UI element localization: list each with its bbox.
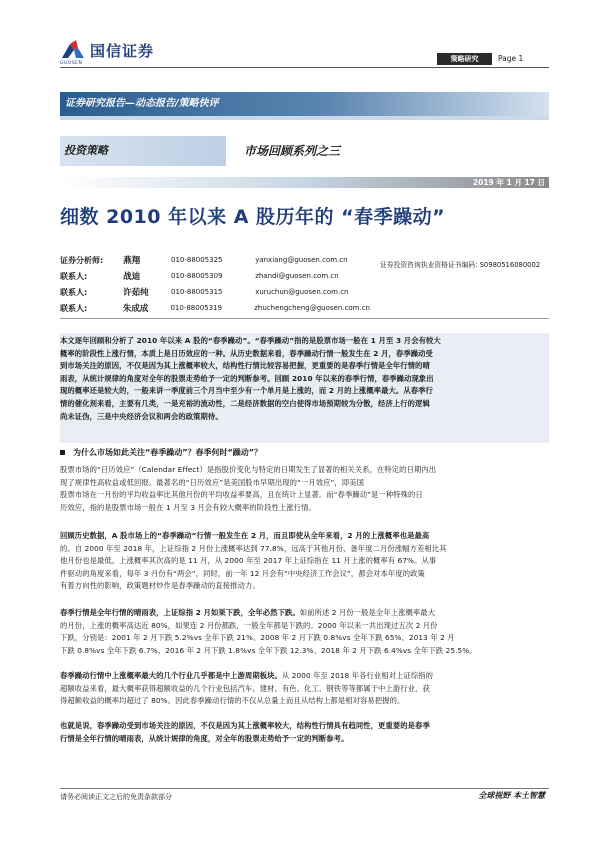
paragraph-barometer bbox=[60, 607, 549, 657]
analyst-role: 联系人: bbox=[60, 271, 88, 281]
header-divider bbox=[60, 67, 549, 68]
analyst-phone: 010-88005319 bbox=[170, 304, 222, 312]
section-badge: 策略研究 bbox=[437, 53, 492, 65]
page-number: Page 1 bbox=[498, 54, 524, 63]
analyst-name: 战迪 bbox=[123, 272, 141, 282]
paragraph-calendar-effect bbox=[60, 464, 549, 514]
section-heading-text: 为什么市场如此关注“春季躁动”？春季何时“躁动”？ bbox=[73, 448, 263, 457]
logo-en-text: GUOSEN bbox=[60, 61, 83, 66]
paragraph-line: 现了规律性高收益或低回报。最著名的“日历效应”是美国股市早期出现的“一月效应”，即美国 bbox=[60, 477, 364, 487]
paragraph-line: 的。自 2000 年至 2018 年，上证综指 2 月份上涨概率达到 77.8%，远高于其他月份，备年度二月份涨幅方差相比其 bbox=[60, 543, 447, 553]
analyst-list bbox=[60, 252, 370, 316]
analyst-email[interactable]: zhuchengcheng@guosen.com.cn bbox=[254, 304, 370, 312]
paragraph-lead: 春季行情是全年行情的晴雨表，上证综指 2 月如果下跌，全年必然下跌。 bbox=[60, 608, 300, 617]
analyst-row bbox=[60, 300, 370, 316]
abstract-line: 概率的阶段性上涨行情，本质上是日历效应的一种。从历史数据来看，春季躁动行情一般发生在 2 月，春季躁动受 bbox=[60, 348, 433, 358]
paragraph-industries bbox=[60, 670, 549, 708]
report-type: 证券研究报告—动态报告/策略快评 bbox=[65, 98, 219, 109]
analyst-phone: 010-88005315 bbox=[170, 288, 223, 296]
bullet-square-icon bbox=[60, 450, 65, 455]
paragraph-line: 也就是说，春季躁动受到市场关注的原因，不仅是因为其上涨概率较大，结构性行情具有趋同性，更重要的是春季 bbox=[60, 721, 430, 730]
analyst-row bbox=[60, 268, 370, 284]
analyst-email[interactable]: yanxiang@guosen.com.cn bbox=[255, 256, 348, 264]
abstract-line: 情的催化剂来看，主要有几类，一是充裕的流动性，二是经济数据的空白使得市场预期较为分散，经济上行的逻辑 bbox=[60, 398, 430, 408]
paragraph-line: 股票市场的“日历效应”（Calendar Effect）是指股价变化与特定的日期发生了显著的相关关系，在特定的日期内出 bbox=[60, 465, 437, 474]
paragraph-line: 历效应，指的是股票市场一般在 1 月至 3 月会有较大概率的阶段性上涨行情。 bbox=[60, 502, 316, 512]
logo-text: 国信证券 bbox=[90, 42, 155, 60]
analyst-email[interactable]: zhandi@guosen.com.cn bbox=[255, 272, 339, 280]
paragraph-line: 他月份也是最低。上涨概率其次高的是 11 月，从 2000 年至 2017 年上证综指在 11 月上涨的概率有 67%。从事 bbox=[60, 556, 437, 566]
abstract bbox=[60, 335, 549, 423]
disclaimer-note: 请务必阅读正文之后的免责条款部分 bbox=[60, 793, 172, 801]
analyst-phone: 010-88005325 bbox=[170, 256, 223, 264]
report-title: 细数 2010 年以来 A 股历年的 “春季躁动” bbox=[60, 206, 446, 228]
analyst-role: 联系人: bbox=[60, 287, 88, 297]
paragraph-line bbox=[60, 607, 549, 620]
report-date: 2019 年 1 月 17 日 bbox=[472, 178, 545, 187]
paragraph-line: 下跌，分别是：2001 年 2 月下跌 5.2%vs 全年下跌 21%、2008 年 2 月下跌 0.8%vs 全年下跌 65%、2013 年 2 月 bbox=[60, 633, 455, 643]
paragraph-lead-rest: 如前所述 2 月份一般是全年上涨概率最大 bbox=[299, 608, 436, 617]
paragraph-line: 超额收益来看，最大概率获得超额收益的几个行业包括汽车、建材、有色、化工、钢铁等等都属于中上游行业，获 bbox=[60, 683, 430, 693]
analyst-name: 许茹纯 bbox=[123, 288, 149, 298]
paragraph-line: 的月份，上涨的概率高达近 80%，如果连 2 月份都跌，一般全年都是下跌的。2000 年以来一共出现过五次 2 月份 bbox=[60, 620, 438, 630]
paragraph-lead: 春季躁动行情中上涨概率最大的几个行业几乎都是中上游周期板块。 bbox=[60, 671, 282, 680]
paragraph-line: 下跌 0.8%vs 全年下跌 6.7%、2016 年 2 月下跌 1.8%vs 全年下跌 12.3%、2018 年 2 月下跌 6.4%vs 全年下跌 25.5%。 bbox=[60, 645, 477, 655]
paragraph-lead-rest: 从 2000 年至 2018 年各行业相对上证综指的 bbox=[281, 671, 434, 680]
certificate-number: 证券投资咨询执业资格证书编码: S0980516080002 bbox=[380, 261, 541, 269]
paragraph-line: 件驱动的角度来看，每年 3 月份有“两会”，同时，前一年 12 月会有“中央经济工作会议”，都会对本年度的政策 bbox=[60, 568, 425, 578]
section-heading bbox=[60, 447, 262, 458]
abstract-line: 现的概率还是较大的，一般来讲一季度前三个月当中至少有一个单月是上涨的，而 2 月的上涨概率最大。从春季行 bbox=[60, 386, 433, 396]
analyst-role: 联系人: bbox=[60, 303, 88, 313]
analyst-email[interactable]: xuruchun@guosen.com.cn bbox=[255, 288, 349, 296]
analyst-divider bbox=[60, 318, 549, 319]
series-label: 市场回顾系列之三 bbox=[244, 144, 341, 158]
paragraph-line bbox=[60, 670, 549, 683]
banner-strip bbox=[60, 116, 549, 120]
paragraph-line: 有着方向性的影响，政策题材炒作是春季躁动的直接推动力。 bbox=[60, 581, 260, 591]
analyst-row bbox=[60, 284, 370, 300]
analyst-name: 燕翔 bbox=[123, 256, 141, 266]
guosen-logo-icon bbox=[62, 40, 84, 58]
analyst-name: 朱成成 bbox=[122, 304, 149, 314]
footer-divider bbox=[60, 788, 549, 789]
paragraph-lead: 回顾历史数据，A 股市场上的“春季躁动”行情一般发生在 2 月，而且即使从全年来看，2 月的上涨概率也是最高 bbox=[60, 531, 430, 540]
paragraph-line: 股票市场在一月份的平均收益率比其他月份的平均收益率要高，且在统计上显著。而“春季躁动”是一种特殊的日 bbox=[60, 490, 423, 500]
abstract-line: 本文逐年回顾和分析了 2010 年以来 A 股的“春季躁动”。“春季躁动”指的是股票市场一般在 1 月至 3 月会有较大 bbox=[60, 336, 441, 345]
analyst-role: 证券分析师: bbox=[60, 255, 104, 265]
paragraph-history bbox=[60, 530, 549, 593]
paragraph-line: 得超额收益的概率均超过了 80%。因此春季躁动行情的不仅从总量上而且从结构上都是相对容易把握的。 bbox=[60, 696, 405, 706]
abstract-line: 尚未证伪，三是中央经济会议和两会的政策期待。 bbox=[60, 411, 223, 421]
category-label: 投资策略 bbox=[64, 144, 108, 157]
abstract-line: 到市场关注的原因，不仅是因为其上涨概率较大，结构性行情比较容易把握，更重要的是春季行情是全年行情的晴 bbox=[60, 361, 430, 371]
analyst-row bbox=[60, 252, 370, 268]
paragraph-line: 行情是全年行情的晴雨表，从统计规律的角度，对全年的股票走势给予一定的判断参考。 bbox=[60, 733, 349, 743]
footer-slogan: 全球视野 本土智慧 bbox=[478, 791, 545, 800]
abstract-line: 雨表，从统计规律的角度对全年的股票走势给予一定的判断参考。回顾 2010 年以来的春季行情，春季躁动现象出 bbox=[60, 373, 434, 383]
analyst-phone: 010-88005309 bbox=[170, 272, 223, 280]
paragraph-conclusion bbox=[60, 720, 549, 745]
